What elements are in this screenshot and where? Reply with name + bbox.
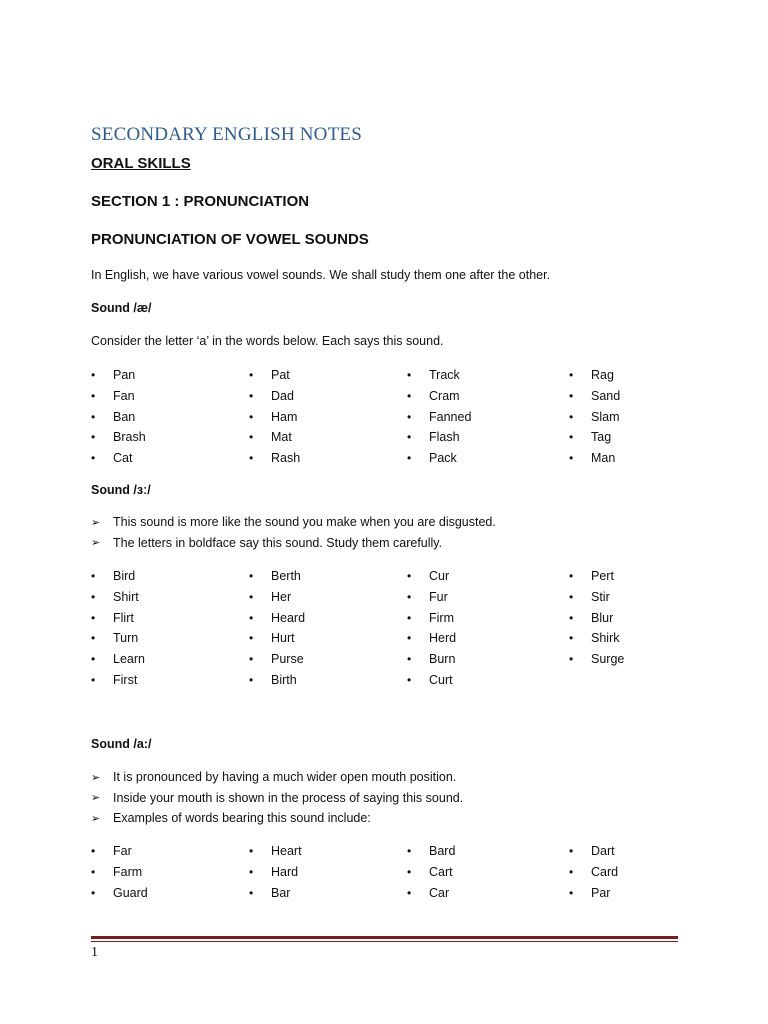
word-text: Farm [113,865,143,880]
bullet-icon: • [91,652,96,667]
point-item [91,767,463,788]
word-text: Turn [113,631,139,646]
point-item [91,788,463,809]
word-item [91,841,148,862]
bullet-icon: • [407,885,412,900]
word-item [569,448,620,469]
bullet-icon: • [569,652,574,667]
word-item [407,607,456,628]
arrow-bullet-icon: ➢ [91,792,101,805]
point-item [91,512,496,533]
bullet-icon: • [407,389,412,404]
word-item [91,427,146,448]
point-item [91,533,496,554]
topic-heading: PRONUNCIATION OF VOWEL SOUNDS [91,231,369,248]
subtitle-oral-skills: ORAL SKILLS [91,155,191,172]
bullet-icon: • [407,652,412,667]
word-text: Far [113,844,132,859]
bullet-icon: • [249,389,254,404]
word-text: Rag [591,368,614,383]
arrow-bullet-icon: ➢ [91,812,101,825]
point-text: This sound is more like the sound you make when you are disgusted. [113,515,496,530]
bullet-icon: • [569,451,574,466]
bullet-icon: • [569,631,574,646]
word-item [569,365,620,386]
word-item [407,669,456,690]
word-text: Stir [591,590,610,605]
word-text: Guard [113,885,148,900]
bullet-icon: • [407,672,412,687]
sound2-word-grid [91,566,651,696]
word-item [407,649,456,670]
word-column [249,841,302,903]
word-item [91,862,148,883]
word-text: Cram [429,389,460,404]
footer-rule-thick [91,936,678,939]
word-text: Fur [429,590,448,605]
word-text: Her [271,590,292,605]
word-item [407,628,456,649]
word-item [249,566,305,587]
word-item [91,365,146,386]
word-item [249,386,300,407]
word-text: Man [591,451,616,466]
word-text: Bar [271,885,291,900]
word-item [91,587,145,608]
bullet-icon: • [569,389,574,404]
bullet-icon: • [249,430,254,445]
word-text: Cart [429,865,453,880]
bullet-icon: • [407,631,412,646]
bullet-icon: • [249,844,254,859]
word-text: Flash [429,430,460,445]
word-item [91,882,148,903]
bullet-icon: • [407,590,412,605]
bullet-icon: • [91,409,96,424]
word-text: Hard [271,865,299,880]
bullet-icon: • [249,610,254,625]
word-item [407,365,471,386]
sound2-points [91,512,496,553]
word-item [407,427,471,448]
document-title: SECONDARY ENGLISH NOTES [91,124,362,145]
word-column [249,566,305,690]
bullet-icon: • [91,865,96,880]
bullet-icon: • [569,368,574,383]
word-item [569,628,624,649]
point-text: Inside your mouth is shown in the process of saying this sound. [113,790,464,805]
word-item [91,406,146,427]
word-text: Track [429,368,460,383]
bullet-icon: • [91,451,96,466]
word-column [569,365,620,468]
bullet-icon: • [569,430,574,445]
bullet-icon: • [407,569,412,584]
bullet-icon: • [407,610,412,625]
word-item [249,587,305,608]
word-item [249,628,305,649]
arrow-bullet-icon: ➢ [91,771,101,784]
word-item [569,427,620,448]
word-item [91,669,145,690]
sound1-description: Consider the letter ‘a’ in the words below. Each says this sound. [91,334,444,348]
sound3-word-grid [91,841,651,911]
bullet-icon: • [569,610,574,625]
bullet-icon: • [249,885,254,900]
bullet-icon: • [91,885,96,900]
bullet-icon: • [569,865,574,880]
bullet-icon: • [569,569,574,584]
bullet-icon: • [249,631,254,646]
bullet-icon: • [91,569,96,584]
word-item [249,882,302,903]
word-text: Mat [271,430,292,445]
word-text: Pat [271,368,290,383]
word-text: Heard [271,610,306,625]
word-text: Tag [591,430,612,445]
word-text: Burn [429,652,456,667]
word-item [91,566,145,587]
word-item [569,649,624,670]
word-item [407,587,456,608]
word-item [249,649,305,670]
intro-paragraph: In English, we have various vowel sounds. We shall study them one after the other. [91,268,551,282]
word-text: Shirt [113,590,139,605]
word-item [407,882,455,903]
word-item [249,448,300,469]
word-item [91,649,145,670]
word-text: Learn [113,652,145,667]
bullet-icon: • [407,865,412,880]
word-item [249,607,305,628]
word-text: Fan [113,389,135,404]
word-item [249,365,300,386]
word-text: Cur [429,569,450,584]
word-text: Rash [271,451,301,466]
word-text: Shirk [591,631,620,646]
word-text: Dart [591,844,615,859]
word-item [91,607,145,628]
arrow-bullet-icon: ➢ [91,537,101,550]
bullet-icon: • [249,569,254,584]
word-text: Slam [591,409,620,424]
word-text: Ham [271,409,298,424]
word-text: Birth [271,672,297,687]
word-text: Ban [113,409,136,424]
sound3-label: Sound /a:/ [91,737,152,751]
sound3-points [91,767,463,829]
word-column [407,365,471,468]
word-column [91,365,146,468]
word-column [407,841,455,903]
word-text: Pack [429,451,457,466]
bullet-icon: • [569,590,574,605]
word-text: Surge [591,652,625,667]
word-text: Bird [113,569,136,584]
point-item [91,808,463,829]
bullet-icon: • [249,590,254,605]
word-text: Car [429,885,450,900]
bullet-icon: • [91,389,96,404]
word-item [249,669,305,690]
bullet-icon: • [407,844,412,859]
bullet-icon: • [569,409,574,424]
word-column [569,841,618,903]
bullet-icon: • [407,368,412,383]
word-column [249,365,300,468]
bullet-icon: • [407,409,412,424]
word-item [407,448,471,469]
word-item [91,386,146,407]
word-item [407,386,471,407]
word-text: Flirt [113,610,134,625]
footer-rule-thin [91,941,678,942]
word-text: Cat [113,451,133,466]
bullet-icon: • [407,430,412,445]
word-text: Sand [591,389,621,404]
word-text: Pert [591,569,614,584]
word-item [249,841,302,862]
word-text: Pan [113,368,136,383]
word-text: Dad [271,389,294,404]
bullet-icon: • [249,672,254,687]
sound1-label: Sound /æ/ [91,301,152,315]
bullet-icon: • [91,631,96,646]
word-text: Heart [271,844,302,859]
point-text: The letters in boldface say this sound. Study them carefully. [113,535,443,550]
word-item [407,406,471,427]
word-item [249,862,302,883]
bullet-icon: • [249,409,254,424]
word-item [407,862,455,883]
word-text: Herd [429,631,457,646]
section-heading: SECTION 1 : PRONUNCIATION [91,193,310,210]
bullet-icon: • [407,451,412,466]
bullet-icon: • [91,610,96,625]
word-text: Blur [591,610,614,625]
bullet-icon: • [91,672,96,687]
word-text: Hurt [271,631,295,646]
word-item [569,386,620,407]
bullet-icon: • [91,844,96,859]
arrow-bullet-icon: ➢ [91,516,101,529]
bullet-icon: • [569,885,574,900]
word-text: Brash [113,430,146,445]
word-column [569,566,624,669]
word-item [569,882,618,903]
bullet-icon: • [249,865,254,880]
bullet-icon: • [249,652,254,667]
word-column [91,566,145,690]
bullet-icon: • [91,590,96,605]
bullet-icon: • [249,451,254,466]
word-text: Purse [271,652,304,667]
word-item [91,628,145,649]
bullet-icon: • [91,430,96,445]
word-item [91,448,146,469]
sound1-word-grid [91,365,651,495]
word-item [407,841,455,862]
word-item [569,406,620,427]
word-item [407,566,456,587]
word-item [569,566,624,587]
bullet-icon: • [249,368,254,383]
sound2-label: Sound /ɜː/ [91,483,151,497]
word-item [249,406,300,427]
word-item [569,862,618,883]
word-item [569,607,624,628]
word-item [249,427,300,448]
word-text: Berth [271,569,301,584]
bullet-icon: • [569,844,574,859]
word-text: First [113,672,138,687]
word-column [407,566,456,690]
word-text: Par [591,885,611,900]
word-text: Curt [429,672,453,687]
bullet-icon: • [91,368,96,383]
point-text: Examples of words bearing this sound include: [113,811,371,826]
point-text: It is pronounced by having a much wider open mouth position. [113,770,457,785]
word-item [569,841,618,862]
word-item [569,587,624,608]
word-text: Fanned [429,409,472,424]
word-text: Firm [429,610,454,625]
word-text: Bard [429,844,456,859]
word-text: Card [591,865,619,880]
word-column [91,841,148,903]
page-number: 1 [91,945,98,960]
